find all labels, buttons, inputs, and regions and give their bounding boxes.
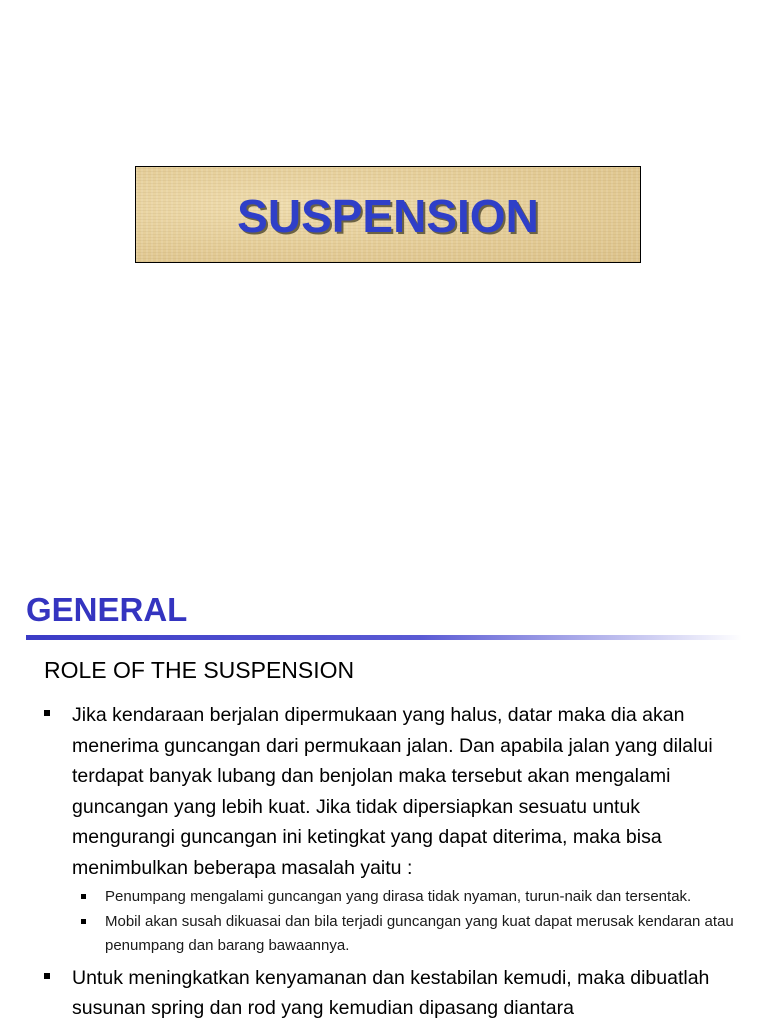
section-subheading: ROLE OF THE SUSPENSION xyxy=(44,657,355,683)
sub-bullet-item xyxy=(72,885,734,910)
content-slide xyxy=(0,576,768,1024)
bullet-item xyxy=(44,700,734,959)
bullet-text: Untuk meningkatkan kenyamanan dan kestabilan kemudi, maka dibuatlah susunan spring dan rod yang kemudian dipasang diantara xyxy=(72,966,710,1019)
square-bullet-icon xyxy=(81,894,86,899)
bullet-list xyxy=(44,700,734,1024)
section-heading: GENERAL xyxy=(26,591,188,628)
heading-underline xyxy=(26,635,742,640)
slide-title: SUSPENSION xyxy=(237,189,539,242)
bullet-text: Jika kendaraan berjalan dipermukaan yang halus, datar maka dia akan menerima guncangan dari permukaan jalan. Dan apabila jalan yang dilalui terdapat banyak lubang dan benjolan maka tersebut akan mengalami guncangan yang lebih kuat. Jika tidak dipersiapkan sesuatu untuk mengurangi guncangan ini ketingkat yang dapat diterima, maka bisa menimbulkan beberapa masalah yaitu : xyxy=(72,704,713,879)
sub-bullet-text: Penumpang mengalami guncangan yang dirasa tidak nyaman, turun-naik dan tersentak. xyxy=(105,888,692,905)
sub-bullet-item xyxy=(72,910,734,959)
bullet-item xyxy=(44,963,734,1024)
sub-bullet-list xyxy=(72,885,734,959)
square-bullet-icon xyxy=(44,710,50,716)
square-bullet-icon xyxy=(44,973,50,979)
square-bullet-icon xyxy=(81,919,86,924)
sub-bullet-text: Mobil akan susah dikuasai dan bila terjadi guncangan yang kuat dapat merusak kendaran atau penumpang dan barang bawaannya. xyxy=(105,912,734,954)
title-banner xyxy=(135,166,641,263)
